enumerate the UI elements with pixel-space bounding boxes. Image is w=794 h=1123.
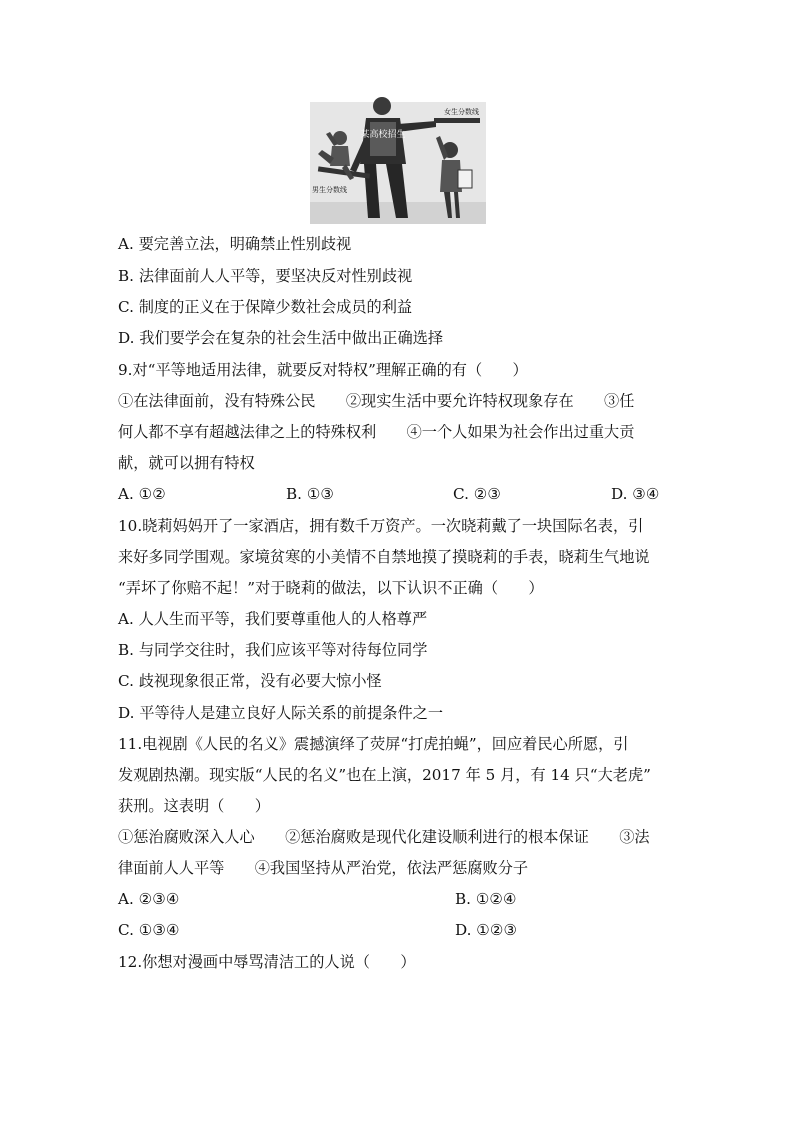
q8-option-b: B. 法律面前人人平等，要坚决反对性别歧视: [118, 267, 413, 285]
q9-option-a: A. ①②: [118, 485, 166, 503]
cartoon-illustration: [310, 94, 486, 224]
q8-option-a: A. 要完善立法，明确禁止性别歧视: [118, 235, 352, 253]
q8-option-c: C. 制度的正义在于保障少数社会成员的利益: [118, 298, 413, 316]
q9-statement-line: 献，就可以拥有特权: [118, 454, 255, 472]
q11-option-a: A. ②③④: [118, 890, 180, 908]
cartoon-sign-text: 某高校招生: [360, 130, 406, 140]
q9-option-b: B. ①③: [286, 485, 335, 503]
q10-stem-line: 10.晓莉妈妈开了一家酒店，拥有数千万资产。一次晓莉戴了一块国际名表，引: [118, 517, 644, 535]
q8-option-d: D. 我们要学会在复杂的社会生活中做出正确选择: [118, 329, 444, 347]
q11-option-c: C. ①③④: [118, 921, 180, 939]
q12-stem: 12.你想对漫画中辱骂清洁工的人说（ ）: [118, 953, 416, 971]
boys-line-label: 男生分数线: [312, 186, 347, 194]
q10-stem-line: “弄坏了你赔不起！”对于晓莉的做法，以下认识不正确（ ）: [118, 579, 544, 597]
q9-statement-line: ①在法律面前，没有特殊公民 ②现实生活中要允许特权现象存在 ③任: [118, 392, 635, 410]
q9-statement-line: 何人都不享有超越法律之上的特殊权利 ④一个人如果为社会作出过重大贡: [118, 423, 635, 441]
q11-stem-line: 11.电视剧《人民的名义》震撼演绎了荧屏“打虎拍蝇”，回应着民心所愿，引: [118, 735, 629, 753]
q11-option-d: D. ①②③: [455, 921, 518, 939]
q10-option-c: C. 歧视现象很正常，没有必要大惊小怪: [118, 672, 382, 690]
q11-stem-line: 获刑。这表明（ ）: [118, 797, 270, 815]
q11-option-b: B. ①②④: [455, 890, 517, 908]
q11-stem-line: 发观剧热潮。现实版“人民的名义”也在上演，2017 年 5 月，有 14 只“大老虎”: [118, 766, 651, 784]
q10-stem-line: 来好多同学围观。家境贫寒的小美情不自禁地摸了摸晓莉的手表，晓莉生气地说: [118, 548, 650, 566]
q11-statement-line: ①惩治腐败深入人心 ②惩治腐败是现代化建设顺利进行的根本保证 ③法: [118, 828, 650, 846]
q10-option-d: D. 平等待人是建立良好人际关系的前提条件之一: [118, 704, 444, 722]
q9-option-d: D. ③④: [611, 485, 660, 503]
q10-option-b: B. 与同学交往时，我们应该平等对待每位同学: [118, 641, 428, 659]
q9-stem: 9.对“平等地适用法律，就要反对特权”理解正确的有（ ）: [118, 361, 528, 379]
q10-option-a: A. 人人生而平等，我们要尊重他人的人格尊严: [118, 610, 428, 628]
girls-line-label: 女生分数线: [444, 108, 479, 116]
q11-statement-line: 律面前人人平等 ④我国坚持从严治党，依法严惩腐败分子: [118, 859, 529, 877]
q9-option-c: C. ②③: [453, 485, 501, 503]
